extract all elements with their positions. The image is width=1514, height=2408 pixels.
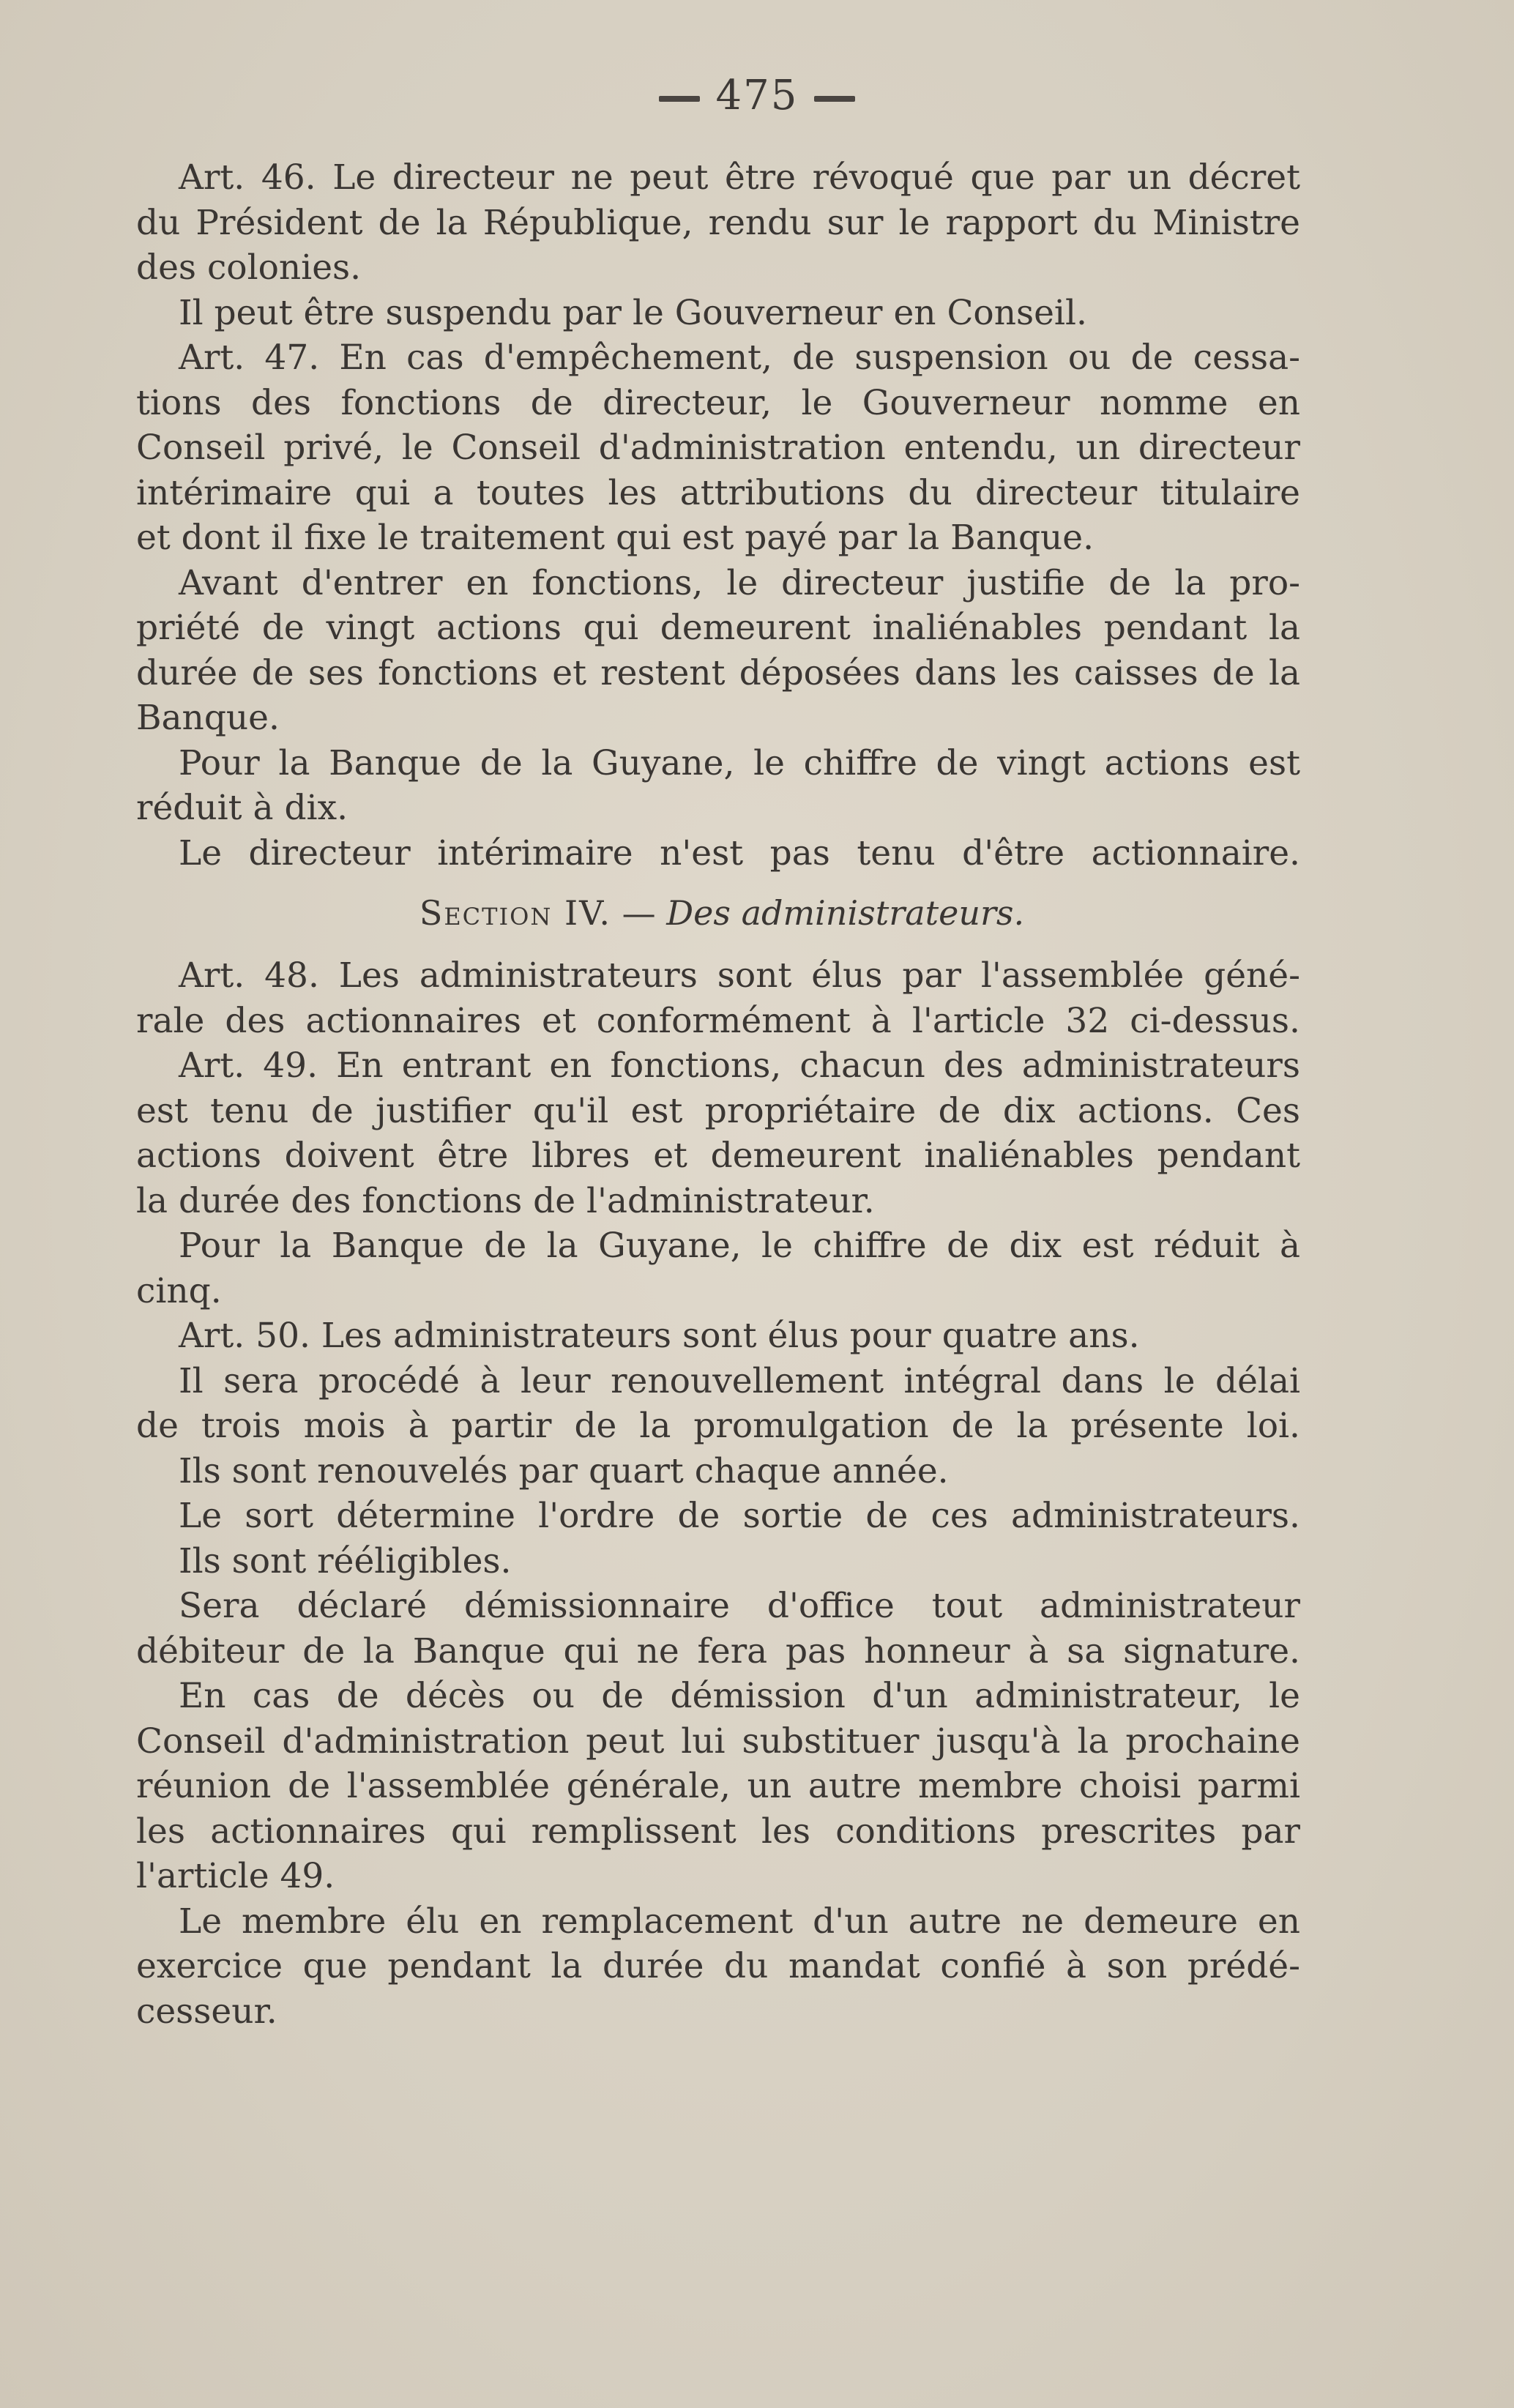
text-line: Art. 47. En cas d'empêchement, de suspension ou de cessa- (179, 338, 1300, 378)
text-line: de trois mois à partir de la promulgation de la présente loi. (136, 1406, 1300, 1446)
text-line: Le sort détermine l'ordre de sortie de ces administrateurs. (179, 1496, 1300, 1536)
text-line: réunion de l'assemblée générale, un autre membre choisi parmi (136, 1766, 1300, 1806)
text-line: Il peut être suspendu par le Gouverneur en Conseil. (179, 292, 1087, 333)
text-line: cesseur. (136, 1991, 277, 2032)
text-line: est tenu de justifier qu'il est propriétaire de dix actions. Ces (136, 1090, 1300, 1131)
text-line: et dont il fixe le traitement qui est payé par la Banque. (136, 518, 1095, 558)
section-dash: — (622, 893, 656, 933)
text-line: Conseil privé, le Conseil d'administration entendu, un directeur (136, 428, 1300, 468)
text-line: cinq. (136, 1270, 222, 1311)
text-line: intérimaire qui a toutes les attributions du directeur titulaire (136, 472, 1300, 513)
text-line: En cas de décès ou de démission d'un administrateur, le (179, 1676, 1300, 1716)
text-line: Ils sont rééligibles. (179, 1540, 512, 1581)
text-line: durée de ses fonctions et restent déposées dans les caisses de la (136, 652, 1300, 693)
text-line: exercice que pendant la durée du mandat confié à son prédé- (136, 1946, 1300, 1986)
text-line: Il sera procédé à leur renouvellement intégral dans le délai (179, 1360, 1300, 1401)
text-line: des colonies. (136, 247, 362, 288)
text-line: réduit à dix. (136, 788, 348, 828)
text-line: les actionnaires qui remplissent les conditions prescrites par (136, 1811, 1300, 1852)
page-number (0, 72, 1514, 119)
text-line: Art. 50. Les administrateurs sont élus pour quatre ans. (179, 1316, 1140, 1356)
text-line: la durée des fonctions de l'administrateur. (136, 1180, 875, 1221)
body-text (136, 155, 1300, 2034)
text-line: rale des actionnaires et conformément à l'article 32 ci-dessus. (136, 1000, 1300, 1041)
section-label: Section IV. (419, 893, 611, 933)
text-line: Avant d'entrer en fonctions, le directeur justifie de la pro- (179, 562, 1300, 603)
text-line: Art. 48. Les administrateurs sont élus par l'assemblée géné- (179, 955, 1300, 996)
text-line: Art. 49. En entrant en fonctions, chacun des administrateurs (179, 1045, 1300, 1086)
text-line: Banque. (136, 698, 280, 738)
section-title: Des administrateurs. (666, 893, 1025, 933)
page-number-value: 475 (715, 72, 799, 119)
section-heading (136, 886, 1300, 940)
text-line: Sera déclaré démissionnaire d'office tout administrateur (179, 1586, 1300, 1626)
text-line: débiteur de la Banque qui ne fera pas honneur à sa signature. (136, 1630, 1300, 1671)
text-line: Le membre élu en remplacement d'un autre ne demeure en (179, 1901, 1300, 1942)
folio-dash-left (659, 96, 700, 102)
text-line: du Président de la République, rendu sur le rapport du Ministre (136, 202, 1300, 243)
text-line: Ils sont renouvelés par quart chaque année. (179, 1450, 949, 1491)
text-line: Pour la Banque de la Guyane, le chiffre de vingt actions est (179, 742, 1300, 783)
text-line: l'article 49. (136, 1856, 335, 1896)
text-line: actions doivent être libres et demeurent inaliénables pendant (136, 1136, 1300, 1176)
folio-dash-right (814, 96, 855, 102)
text-line: Pour la Banque de la Guyane, le chiffre de dix est réduit à (179, 1226, 1300, 1266)
text-line: priété de vingt actions qui demeurent inaliénables pendant la (136, 608, 1300, 648)
text-line: Art. 46. Le directeur ne peut être révoqué que par un décret (179, 157, 1300, 198)
text-line: tions des fonctions de directeur, le Gouverneur nomme en (136, 382, 1300, 423)
text-line: Le directeur intérimaire n'est pas tenu d'être actionnaire. (179, 832, 1300, 873)
text-line: Conseil d'administration peut lui substituer jusqu'à la prochaine (136, 1721, 1300, 1762)
